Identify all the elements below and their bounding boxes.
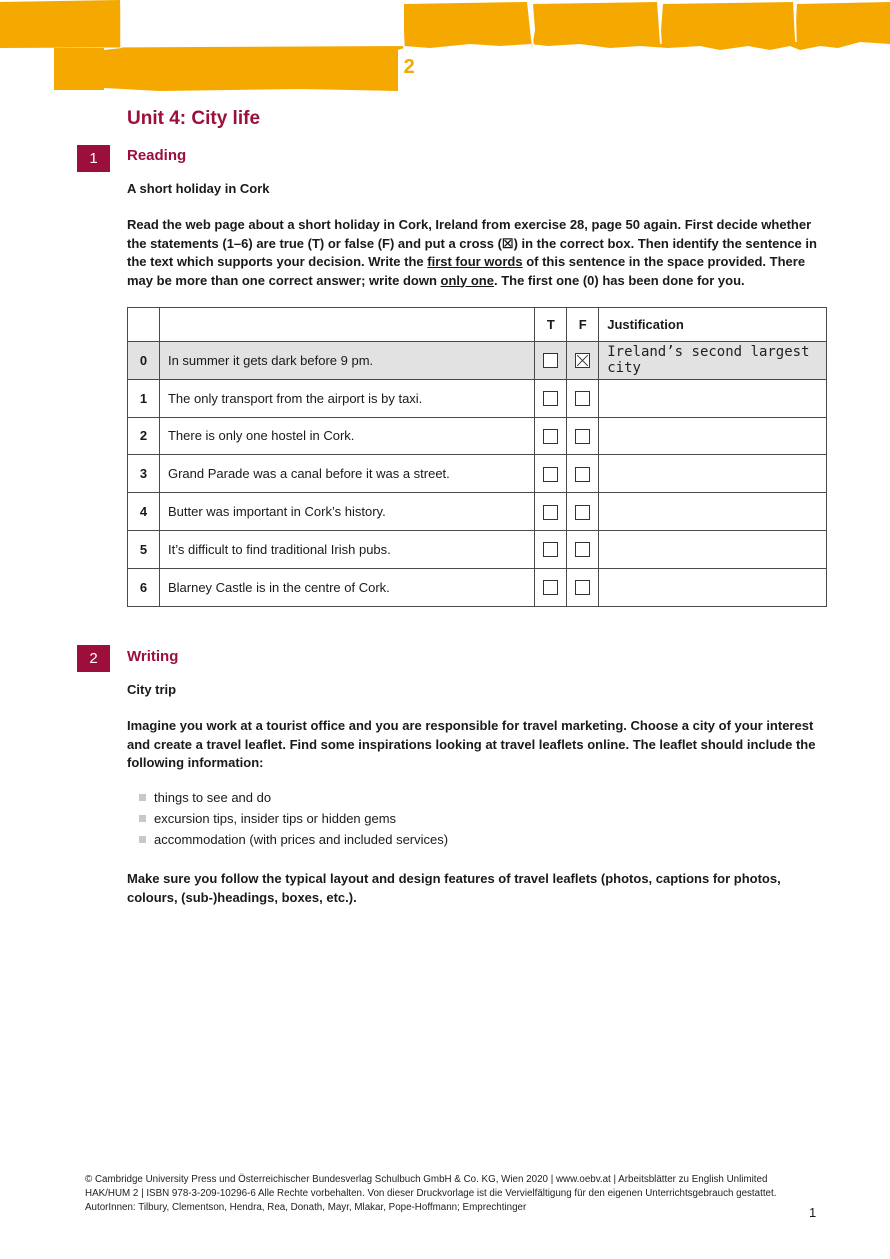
false-checkbox[interactable] [575,429,590,444]
footer-authors: AutorInnen: Tilbury, Clementson, Hendra, Rea, Donath, Mayr, Mlakar, Pope-Hoffmann; Emprechtinger [85,1202,527,1213]
row-statement: In summer it gets dark before 9 pm. [159,342,534,380]
brand-title: English Unlimited HAK/HUM 2 [124,56,415,78]
bullet-square-icon [139,794,146,801]
section-2-heading: Writing [127,648,179,665]
true-checkbox[interactable] [543,391,558,406]
true-checkbox[interactable] [543,429,558,444]
true-checkbox[interactable] [543,467,558,482]
list-item [127,808,448,829]
header-false: F [567,308,599,342]
row-number: 0 [128,342,160,380]
row-statement: Butter was important in Cork’s history. [159,493,534,531]
true-checkbox[interactable] [543,542,558,557]
instruction-underline-1: first four words [427,254,523,269]
list-item [127,829,448,850]
section-2-subheading: City trip [127,682,177,697]
table-row [128,530,827,568]
row-statement: Grand Parade was a canal before it was a street. [159,455,534,493]
true-checkbox[interactable] [543,580,558,595]
table-header-row [128,308,827,342]
header-num [128,308,160,342]
true-false-table [127,307,827,607]
page-number: 1 [809,1205,817,1220]
false-checkbox[interactable] [575,542,590,557]
unit-title: Unit 4: City life [127,108,261,129]
row-statement: Blarney Castle is in the centre of Cork. [159,568,534,606]
justification-field[interactable] [599,379,827,417]
true-checkbox[interactable] [543,505,558,520]
instruction-part-1: Read the web page about a short holiday in Cork, Ireland from exercise 28, page 50 again. [127,217,682,232]
false-checkbox[interactable] [575,505,590,520]
table-row [128,342,827,380]
justification-field[interactable] [599,530,827,568]
table-row [128,455,827,493]
instruction-part-2: First decide whether the statements (1–6) are true (T) or false (F) and put a cross (☒) in the correct box. Then identify the sentence in the text which supports your decision. Write the [127,217,817,269]
list-item [127,787,448,808]
section-2-instructions: Imagine you work at a tourist office and you are responsible for travel marketing. Choose a city of your interest and create a travel leaflet. Find some inspirations looking at travel leaflets online. The leaflet should include the following information: [127,718,816,770]
header-true: T [535,308,567,342]
row-number: 2 [128,417,160,455]
justification-field[interactable]: Ireland’s second largest city [599,342,827,380]
false-checkbox[interactable] [575,467,590,482]
instruction-underline-2: only one [440,272,494,288]
justification-field[interactable] [599,493,827,531]
table-row [128,379,827,417]
bullet-text: accommodation (with prices and included services) [154,832,449,847]
section-2-number: 2 [77,645,110,672]
row-statement: It’s difficult to find traditional Irish pubs. [159,530,534,568]
bullet-square-icon [139,836,146,843]
false-checkbox[interactable] [575,580,590,595]
row-number: 1 [128,379,160,417]
header-banner [0,0,890,95]
justification-field[interactable] [599,455,827,493]
bullet-text: excursion tips, insider tips or hidden gems [154,811,397,826]
header-statement [159,308,534,342]
section-1-heading: Reading [127,147,187,164]
instruction-part-3: of this sentence in the space provided. There may be more than one correct answer; write down [127,254,806,288]
section-1-subheading: A short holiday in Cork [127,181,270,196]
footer [85,1173,805,1215]
table-row [128,493,827,531]
table-row [128,417,827,455]
row-number: 4 [128,493,160,531]
justification-field[interactable] [599,417,827,455]
justification-field[interactable] [599,568,827,606]
row-number: 3 [128,455,160,493]
row-number: 5 [128,530,160,568]
section-2-closing: Make sure you follow the typical layout and design features of travel leaflets (photos, captions for photos, colours, (sub-)headings, boxes, etc.). [127,871,781,905]
row-statement: The only transport from the airport is by taxi. [159,379,534,417]
true-checkbox[interactable] [543,353,558,368]
bullet-square-icon [139,815,146,822]
false-checkbox[interactable] [575,391,590,406]
row-number: 6 [128,568,160,606]
section-1-number: 1 [77,145,110,172]
header-justification: Justification [599,308,827,342]
false-checkbox-checked[interactable] [575,353,590,368]
table-row [128,568,827,606]
footer-copyright: © Cambridge University Press und Österreichischer Bundesverlag Schulbuch GmbH & Co. KG, Wien 2020 | www.oebv.at | Arbeitsblätter zu English Unlimited HAK/HUM 2 | ISBN 978-3-209-10296-6 Alle Rechte vorbehalten. Von dieser Druckvorlage ist die Vervielfältigung für den eigenen Unterrichtsgebrauch gestattet. [85,1174,777,1199]
row-statement: There is only one hostel in Cork. [159,417,534,455]
bullet-text: things to see and do [154,790,272,805]
instruction-part-4: . The first one (0) has been done for you. [493,272,745,288]
section-1-instructions [127,216,827,290]
info-bullet-list [127,787,448,850]
